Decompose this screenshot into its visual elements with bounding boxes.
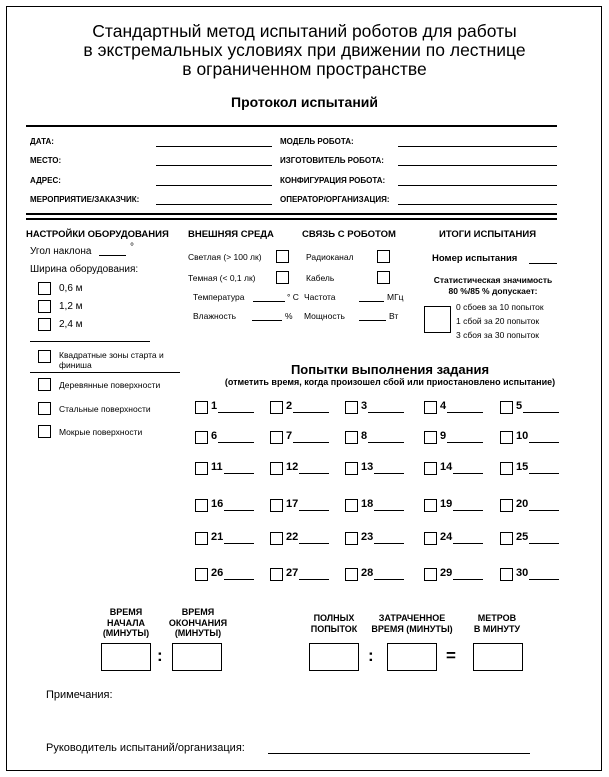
title-line-2: в экстремальных условиях при движении по лестнице — [83, 40, 526, 60]
attempt-time-field[interactable] — [529, 543, 559, 544]
light-label: Светлая (> 100 лк) — [188, 252, 262, 262]
attempt-checkbox[interactable] — [500, 401, 513, 414]
attempt-time-field[interactable] — [368, 412, 404, 413]
humidity-unit: % — [285, 311, 293, 321]
surface-checkbox-wood[interactable] — [38, 378, 51, 391]
attempt-number: 4 — [440, 400, 447, 412]
event-field[interactable] — [156, 204, 272, 205]
width-option-label: 0,6 м — [59, 283, 83, 294]
robot-config-field[interactable] — [398, 185, 557, 186]
surface-checkbox-start-finish[interactable] — [38, 350, 51, 363]
robot-model-label: МОДЕЛЬ РОБОТА: — [280, 137, 354, 146]
attempt-checkbox[interactable] — [345, 532, 358, 545]
light-checkbox[interactable] — [276, 250, 289, 263]
attempt-number: 25 — [516, 531, 529, 543]
meters-per-minute-header: МЕТРОВ В МИНУТУ — [473, 613, 521, 634]
attempt-number: 24 — [440, 531, 453, 543]
attempt-time-field[interactable] — [453, 579, 483, 580]
radio-checkbox[interactable] — [377, 250, 390, 263]
attempt-checkbox[interactable] — [500, 568, 513, 581]
width-option-label: 1,2 м — [59, 301, 83, 312]
attempt-time-field[interactable] — [299, 579, 329, 580]
robot-model-field[interactable] — [398, 146, 557, 147]
attempt-time-field[interactable] — [447, 442, 483, 443]
full-attempts-box[interactable] — [309, 643, 359, 671]
temperature-field[interactable] — [253, 301, 285, 302]
equals-sign: = — [446, 646, 456, 665]
temperature-unit: ° С — [287, 292, 299, 302]
test-number-field[interactable] — [529, 263, 557, 264]
attempt-time-field[interactable] — [368, 442, 404, 443]
attempt-number: 17 — [286, 498, 299, 510]
place-label: МЕСТО: — [30, 156, 62, 165]
attempt-time-field[interactable] — [529, 579, 559, 580]
attempt-checkbox[interactable] — [345, 431, 358, 444]
attempt-checkbox[interactable] — [195, 401, 208, 414]
attempt-number: 15 — [516, 461, 529, 473]
attempt-number: 19 — [440, 498, 453, 510]
frequency-field[interactable] — [359, 301, 384, 302]
cable-checkbox[interactable] — [377, 271, 390, 284]
cable-label: Кабель — [306, 273, 335, 283]
angle-field[interactable] — [99, 255, 126, 256]
attempts-subheading: (отметить время, когда произошел сбой или приостановлено испытание) — [224, 377, 556, 387]
attempt-number: 10 — [516, 430, 529, 442]
humidity-field[interactable] — [252, 320, 282, 321]
attempt-time-field[interactable] — [374, 579, 404, 580]
attempt-time-field[interactable] — [299, 543, 329, 544]
attempt-number: 13 — [361, 461, 374, 473]
spent-time-header: ЗАТРАЧЕННОЕ ВРЕМЯ (МИНУТЫ) — [371, 613, 453, 634]
attempt-time-field[interactable] — [224, 543, 254, 544]
attempt-number: 6 — [211, 430, 218, 442]
event-label: МЕРОПРИЯТИЕ/ЗАКАЗЧИК: — [30, 195, 140, 204]
attempt-number: 28 — [361, 567, 374, 579]
end-time-box[interactable] — [172, 643, 222, 671]
colon-sign: : — [157, 646, 163, 665]
attempt-number: 5 — [516, 400, 523, 412]
attempts-heading: Попытки выполнения задания — [290, 362, 490, 377]
supervisor-label: Руководитель испытаний/организация: — [46, 742, 245, 754]
robot-maker-field[interactable] — [398, 165, 557, 166]
attempt-checkbox[interactable] — [270, 568, 283, 581]
width-checkbox-2-4[interactable] — [38, 318, 51, 331]
date-label: ДАТА: — [30, 137, 54, 146]
supervisor-field[interactable] — [268, 753, 530, 754]
attempt-time-field[interactable] — [293, 442, 329, 443]
date-field[interactable] — [156, 146, 272, 147]
robot-config-label: КОНФИГУРАЦИЯ РОБОТА: — [280, 176, 386, 185]
attempt-checkbox[interactable] — [424, 532, 437, 545]
attempt-time-field[interactable] — [529, 442, 559, 443]
attempt-time-field[interactable] — [224, 510, 254, 511]
attempt-time-field[interactable] — [218, 412, 254, 413]
attempt-number: 22 — [286, 531, 299, 543]
radio-label: Радиоканал — [306, 252, 354, 262]
divider — [26, 213, 557, 215]
attempt-checkbox[interactable] — [424, 462, 437, 475]
attempt-number: 14 — [440, 461, 453, 473]
attempt-time-field[interactable] — [374, 510, 404, 511]
start-time-header: ВРЕМЯ НАЧАЛА (МИНУТЫ) — [102, 607, 150, 638]
power-label: Мощность — [304, 311, 345, 321]
attempt-time-field[interactable] — [453, 510, 483, 511]
robot-maker-label: ИЗГОТОВИТЕЛЬ РОБОТА: — [280, 156, 384, 165]
attempt-checkbox[interactable] — [500, 462, 513, 475]
attempt-checkbox[interactable] — [195, 532, 208, 545]
attempt-checkbox[interactable] — [500, 532, 513, 545]
attempt-time-field[interactable] — [447, 412, 483, 413]
attempt-time-field[interactable] — [529, 510, 559, 511]
attempt-time-field[interactable] — [293, 412, 329, 413]
dark-checkbox[interactable] — [276, 271, 289, 284]
attempt-number: 1 — [211, 400, 218, 412]
equipment-heading: НАСТРОЙКИ ОБОРУДОВАНИЯ — [26, 229, 169, 240]
surface-checkbox-steel[interactable] — [38, 402, 51, 415]
temperature-label: Температура — [193, 292, 245, 302]
attempt-time-field[interactable] — [224, 579, 254, 580]
attempt-time-field[interactable] — [224, 473, 254, 474]
attempt-number: 27 — [286, 567, 299, 579]
attempt-time-field[interactable] — [453, 473, 483, 474]
attempt-number: 3 — [361, 400, 368, 412]
attempt-time-field[interactable] — [529, 473, 559, 474]
attempt-time-field[interactable] — [453, 543, 483, 544]
attempt-checkbox[interactable] — [195, 431, 208, 444]
operator-field[interactable] — [398, 204, 557, 205]
colon-sign: : — [368, 646, 374, 665]
power-field[interactable] — [359, 320, 386, 321]
attempt-number: 21 — [211, 531, 224, 543]
attempt-checkbox[interactable] — [270, 462, 283, 475]
attempt-checkbox[interactable] — [270, 532, 283, 545]
attempt-checkbox[interactable] — [345, 499, 358, 512]
humidity-label: Влажность — [193, 311, 237, 321]
attempt-number: 26 — [211, 567, 224, 579]
attempt-checkbox[interactable] — [345, 568, 358, 581]
significance-label: Статистическая значимость — [433, 275, 553, 285]
attempt-number: 16 — [211, 498, 224, 510]
address-field[interactable] — [156, 185, 272, 186]
significance-sub-label: 80 %/85 % допускает: — [448, 286, 538, 296]
attempt-number: 20 — [516, 498, 529, 510]
meters-per-minute-box[interactable] — [473, 643, 523, 671]
start-time-box[interactable] — [101, 643, 151, 671]
frequency-unit: МГц — [387, 292, 404, 302]
attempt-checkbox[interactable] — [270, 401, 283, 414]
result-option: 1 сбой за 20 попыток — [456, 316, 540, 326]
attempt-time-field[interactable] — [374, 543, 404, 544]
surface-label: Стальные поверхности — [59, 404, 151, 414]
angle-unit: ° — [130, 242, 134, 253]
full-attempts-header: ПОЛНЫХ ПОПЫТОК — [310, 613, 358, 634]
divider — [30, 341, 150, 342]
comms-heading: СВЯЗЬ С РОБОТОМ — [302, 229, 396, 240]
protocol-title: Протокол испытаний — [231, 94, 378, 110]
attempt-time-field[interactable] — [523, 412, 559, 413]
attempt-checkbox[interactable] — [270, 431, 283, 444]
attempt-time-field[interactable] — [218, 442, 254, 443]
attempt-checkbox[interactable] — [424, 499, 437, 512]
attempt-number: 9 — [440, 430, 447, 442]
attempt-number: 30 — [516, 567, 529, 579]
attempt-number: 12 — [286, 461, 299, 473]
attempt-checkbox[interactable] — [424, 401, 437, 414]
dark-label: Темная (< 0,1 лк) — [188, 273, 256, 283]
surface-checkbox-wet[interactable] — [38, 425, 51, 438]
surface-label: Мокрые поверхности — [59, 427, 143, 437]
result-option: 3 сбоя за 30 попыток — [456, 330, 539, 340]
attempt-checkbox[interactable] — [345, 462, 358, 475]
test-number-label: Номер испытания — [432, 253, 518, 264]
notes-label: Примечания: — [46, 689, 113, 701]
attempt-checkbox[interactable] — [500, 499, 513, 512]
power-unit: Вт — [389, 311, 399, 321]
width-option-label: 2,4 м — [59, 319, 83, 330]
divider — [26, 125, 557, 127]
operator-label: ОПЕРАТОР/ОРГАНИЗАЦИЯ: — [280, 195, 390, 204]
frequency-label: Частота — [304, 292, 336, 302]
address-label: АДРЕС: — [30, 176, 61, 185]
divider — [30, 372, 180, 373]
attempt-number: 11 — [211, 461, 223, 473]
attempt-checkbox[interactable] — [195, 568, 208, 581]
attempt-checkbox[interactable] — [424, 568, 437, 581]
result-option: 0 сбоев за 10 попыток — [456, 302, 544, 312]
attempt-number: 23 — [361, 531, 374, 543]
attempt-checkbox[interactable] — [195, 462, 208, 475]
attempt-number: 2 — [286, 400, 293, 412]
environment-heading: ВНЕШНЯЯ СРЕДА — [188, 229, 274, 240]
title-line-3: в ограниченном пространстве — [182, 59, 427, 79]
attempt-time-field[interactable] — [299, 510, 329, 511]
attempt-checkbox[interactable] — [270, 499, 283, 512]
title-line-1: Стандартный метод испытаний роботов для работы — [92, 21, 517, 41]
attempt-time-field[interactable] — [299, 473, 329, 474]
surface-label: Квадратные зоны старта и финиша — [59, 350, 164, 370]
attempt-checkbox[interactable] — [500, 431, 513, 444]
width-checkbox-0-6[interactable] — [38, 282, 51, 295]
end-time-header: ВРЕМЯ ОКОНЧАНИЯ (МИНУТЫ) — [168, 607, 228, 638]
surface-label: Деревянные поверхности — [59, 380, 161, 390]
width-label: Ширина оборудования: — [30, 264, 139, 275]
divider — [26, 218, 557, 220]
attempt-number: 18 — [361, 498, 374, 510]
attempt-number: 29 — [440, 567, 453, 579]
attempt-number: 7 — [286, 430, 293, 442]
attempt-checkbox[interactable] — [345, 401, 358, 414]
spent-time-box[interactable] — [387, 643, 437, 671]
attempt-checkbox[interactable] — [424, 431, 437, 444]
attempt-number: 8 — [361, 430, 368, 442]
result-box[interactable] — [424, 306, 451, 333]
place-field[interactable] — [156, 165, 272, 166]
width-checkbox-1-2[interactable] — [38, 300, 51, 313]
results-heading: ИТОГИ ИСПЫТАНИЯ — [439, 229, 537, 240]
angle-label: Угол наклона — [30, 246, 92, 257]
attempt-time-field[interactable] — [374, 473, 404, 474]
attempt-checkbox[interactable] — [195, 499, 208, 512]
